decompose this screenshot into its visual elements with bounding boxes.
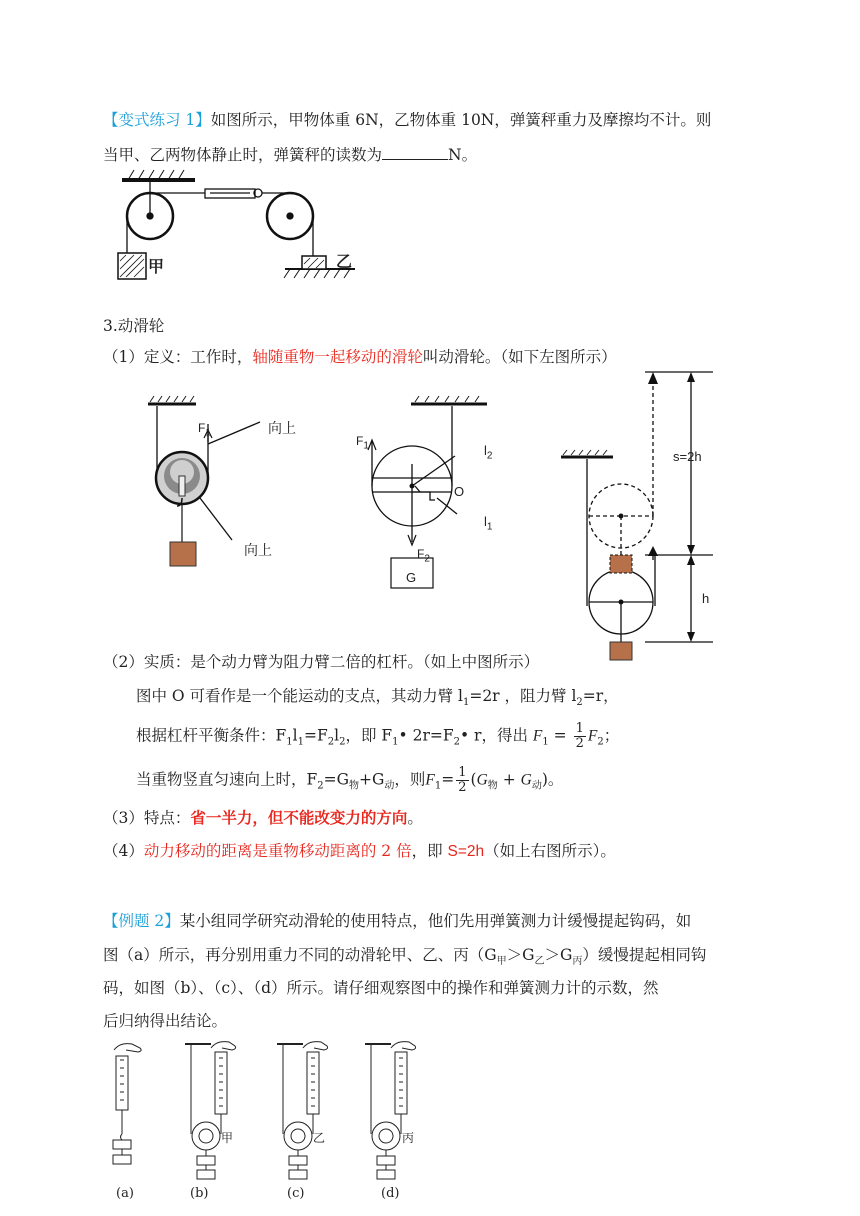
load-block-dashed: [610, 555, 632, 573]
label-jia: 甲: [148, 259, 165, 276]
example2-line2: 图（a）所示，再分别用重力不同的动滑轮甲、乙、丙$(G_甲>G_乙>G_丙)$缓慢提起相同钩: [103, 946, 707, 968]
left-f1-label: $F_1$: [198, 421, 211, 439]
setup-c: [277, 1042, 328, 1179]
answer-blank[interactable]: [382, 145, 448, 160]
pulley-lever-figure: [345, 392, 525, 592]
example2-line4: 后归纳得出结论。: [103, 1012, 228, 1030]
h-label: h: [702, 591, 710, 606]
setup-b: [185, 1042, 236, 1179]
load-block-solid: [610, 642, 632, 660]
essence-line3: 当重物竖直匀速向上时，$F_2=G_物+G_动$，则$F_1=$ $\frac{1}{2}$ $(G_物 + G_动)$。: [136, 765, 564, 795]
setup-d: [365, 1042, 416, 1179]
l1-label: $l_1$: [484, 514, 493, 533]
section-title: 3.动滑轮: [103, 317, 165, 335]
caption-c: (c): [287, 1186, 305, 1201]
example2-line3: 码，如图（b）、（c）、（d）所示。请仔细观察图中的操作和弹簧测力计的示数，然: [103, 979, 659, 997]
caption-b: (b): [190, 1186, 209, 1201]
distance-figure: [555, 362, 725, 667]
pulley-label-yi: 乙: [313, 1131, 326, 1145]
example2-line1: 【例题 2】某小组同学研究动滑轮的使用特点，他们先用弹簧测力计缓慢提起钩码，如: [103, 912, 692, 930]
g-label: G: [406, 570, 417, 585]
spring-scale-experiment-figure: [100, 1034, 440, 1204]
exercise1-tag: 【变式练习 1】: [103, 111, 211, 129]
o-label: O: [454, 484, 465, 499]
exercise1-line2: 当甲、乙两物体静止时，弹簧秤的读数为 N。: [103, 146, 478, 164]
essence-title: （2）实质：是个动力臂为阻力臂二倍的杠杆。（如上中图所示）: [103, 653, 540, 671]
exercise1-line1: 【变式练习 1】如图所示，甲物体重 6N，乙物体重 10N，弹簧秤重力及摩擦均不计。则: [103, 111, 712, 129]
caption-a: (a): [116, 1186, 134, 1201]
caption-d: (d): [381, 1186, 400, 1201]
l2-label: $l_2$: [484, 443, 493, 462]
s-2h-label: s=2h: [673, 449, 702, 464]
fraction-half: $\frac{1}{2}$: [575, 721, 584, 751]
definition-line: （1）定义：工作时，轴随重物一起移动的滑轮叫动滑轮。（如下左图所示）: [103, 348, 617, 366]
load-block: [170, 542, 196, 566]
essence-line2: 根据杠杆平衡条件：$F_1l_1=F_2l_2$，即 $F_1•$ $2r=F_2•$ r，得出 $F_1$ = $\frac{1}{2}$ $F_2$；: [136, 721, 620, 751]
label-yi: 乙: [336, 254, 353, 271]
feature-line: （3）特点：省一半力，但不能改变力的方向。: [103, 809, 423, 827]
distance-line: （4）动力移动的距离是重物移动距离的 2 倍，即 S=2h（如上右图所示）。: [103, 842, 616, 860]
mid-f1-label: $F_1$: [356, 434, 369, 452]
essence-line1: 图中 O 可看作是一个能运动的支点，其动力臂 $l_1=2r$ ，阻力臂 $l_2=r$，: [136, 687, 619, 709]
pulley-label-bing: 丙: [402, 1131, 415, 1145]
left-up-label-top: 向上: [268, 421, 296, 437]
setup-a: [113, 1044, 141, 1164]
left-up-label-bottom: 向上: [244, 543, 272, 559]
mid-f2-label: $F_2$: [417, 547, 430, 565]
pulley-label-jia: 甲: [221, 1131, 234, 1145]
